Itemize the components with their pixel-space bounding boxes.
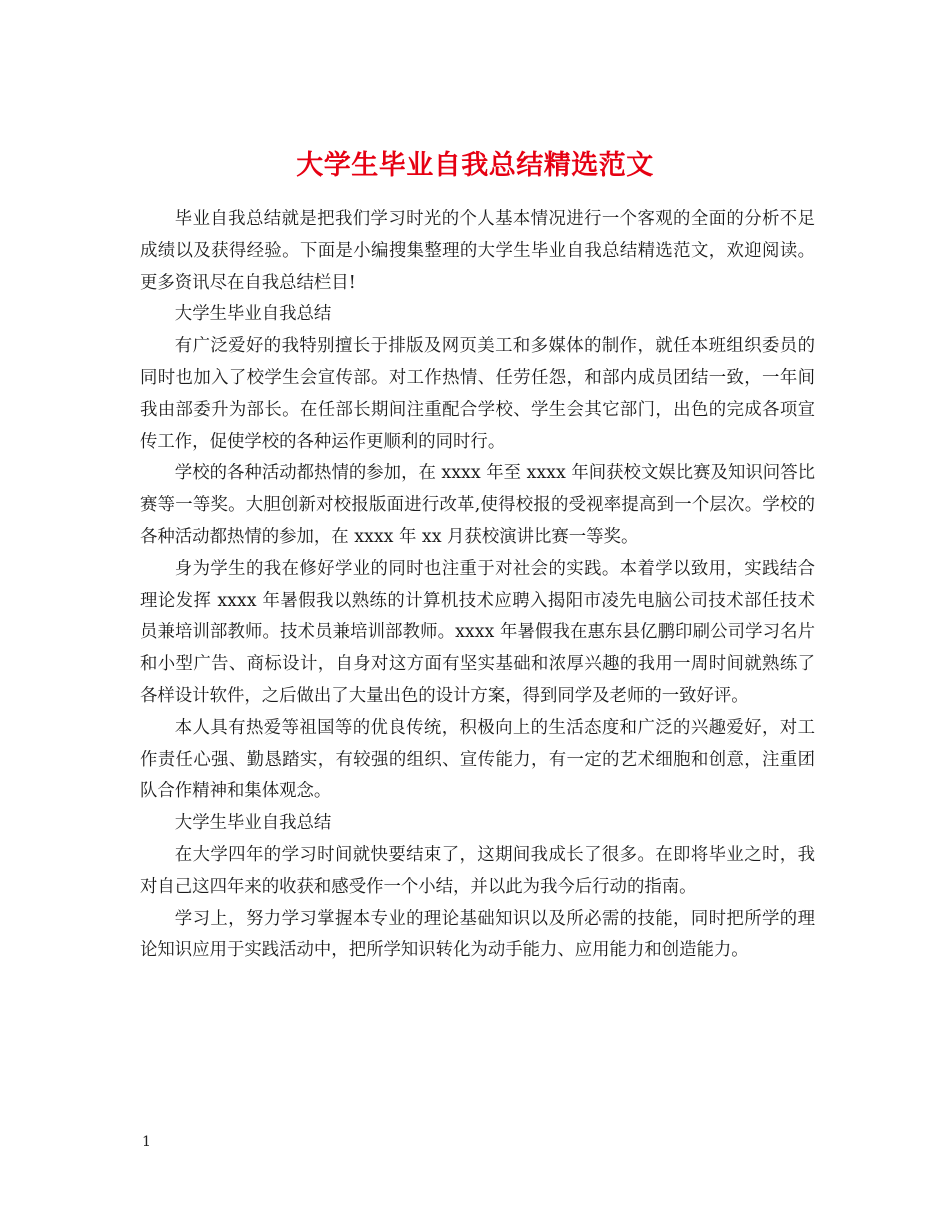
document-body xyxy=(140,204,815,967)
body-paragraph: 本人具有热爱等祖国等的优良传统，积极向上的生活态度和广泛的兴趣爱好，对工作责任心强、勤恳踏实，有较强的组织、宣传能力，有一定的艺术细胞和创意，注重团队合作精神和集体观念。 xyxy=(140,717,815,802)
body-paragraph: 在大学四年的学习时间就快要结束了，这期间我成长了很多。在即将毕业之时，我对自己这四年来的收获和感受作一个小结，并以此为我今后行动的指南。 xyxy=(140,844,815,897)
body-paragraph: 身为学生的我在修好学业的同时也注重于对社会的实践。本着学以致用，实践结合理论发挥 xxxx 年暑假我以熟练的计算机技术应聘入揭阳市凌先电脑公司技术部任技术员兼培训部教师。技术员兼培训部教师。xxxx 年暑假我在惠东县亿鹏印刷公司学习名片和小型广告、商标设计，自身对这方面有坚实基础和浓厚兴趣的我用一周时间就熟练了各样设计软件，之后做出了大量出色的设计方案，得到同学及老师的一致好评。 xyxy=(140,558,815,706)
intro-paragraph: 毕业自我总结就是把我们学习时光的个人基本情况进行一个客观的全面的分析不足成绩以及获得经验。下面是小编搜集整理的大学生毕业自我总结精选范文，欢迎阅读。更多资讯尽在自我总结栏目! xyxy=(140,209,815,293)
body-paragraph: 学习上，努力学习掌握本专业的理论基础知识以及所必需的技能，同时把所学的理论知识应用于实践活动中，把所学知识转化为动手能力、应用能力和创造能力。 xyxy=(140,908,815,961)
section-heading: 大学生毕业自我总结 xyxy=(174,304,332,325)
document-title: 大学生毕业自我总结精选范文 xyxy=(296,150,654,182)
page-number: 1 xyxy=(142,1134,151,1150)
body-paragraph: 学校的各种活动都热情的参加，在 xxxx 年至 xxxx 年间获校文娱比赛及知识问答比赛等一等奖。大胆创新对校报版面进行改革,使得校报的受视率提高到一个层次。学校的各种活动都热情的参加，在 xxxx 年 xx 月获校演讲比赛一等奖。 xyxy=(140,463,815,547)
section-heading: 大学生毕业自我总结 xyxy=(174,813,332,834)
body-paragraph: 有广泛爱好的我特别擅长于排版及网页美工和多媒体的制作，就任本班组织委员的同时也加入了校学生会宣传部。对工作热情、任劳任怨，和部内成员团结一致，一年间我由部委升为部长。在任部长期间注重配合学校、学生会其它部门，出色的完成各项宣传工作，促使学校的各种运作更顺利的同时行。 xyxy=(140,336,815,452)
